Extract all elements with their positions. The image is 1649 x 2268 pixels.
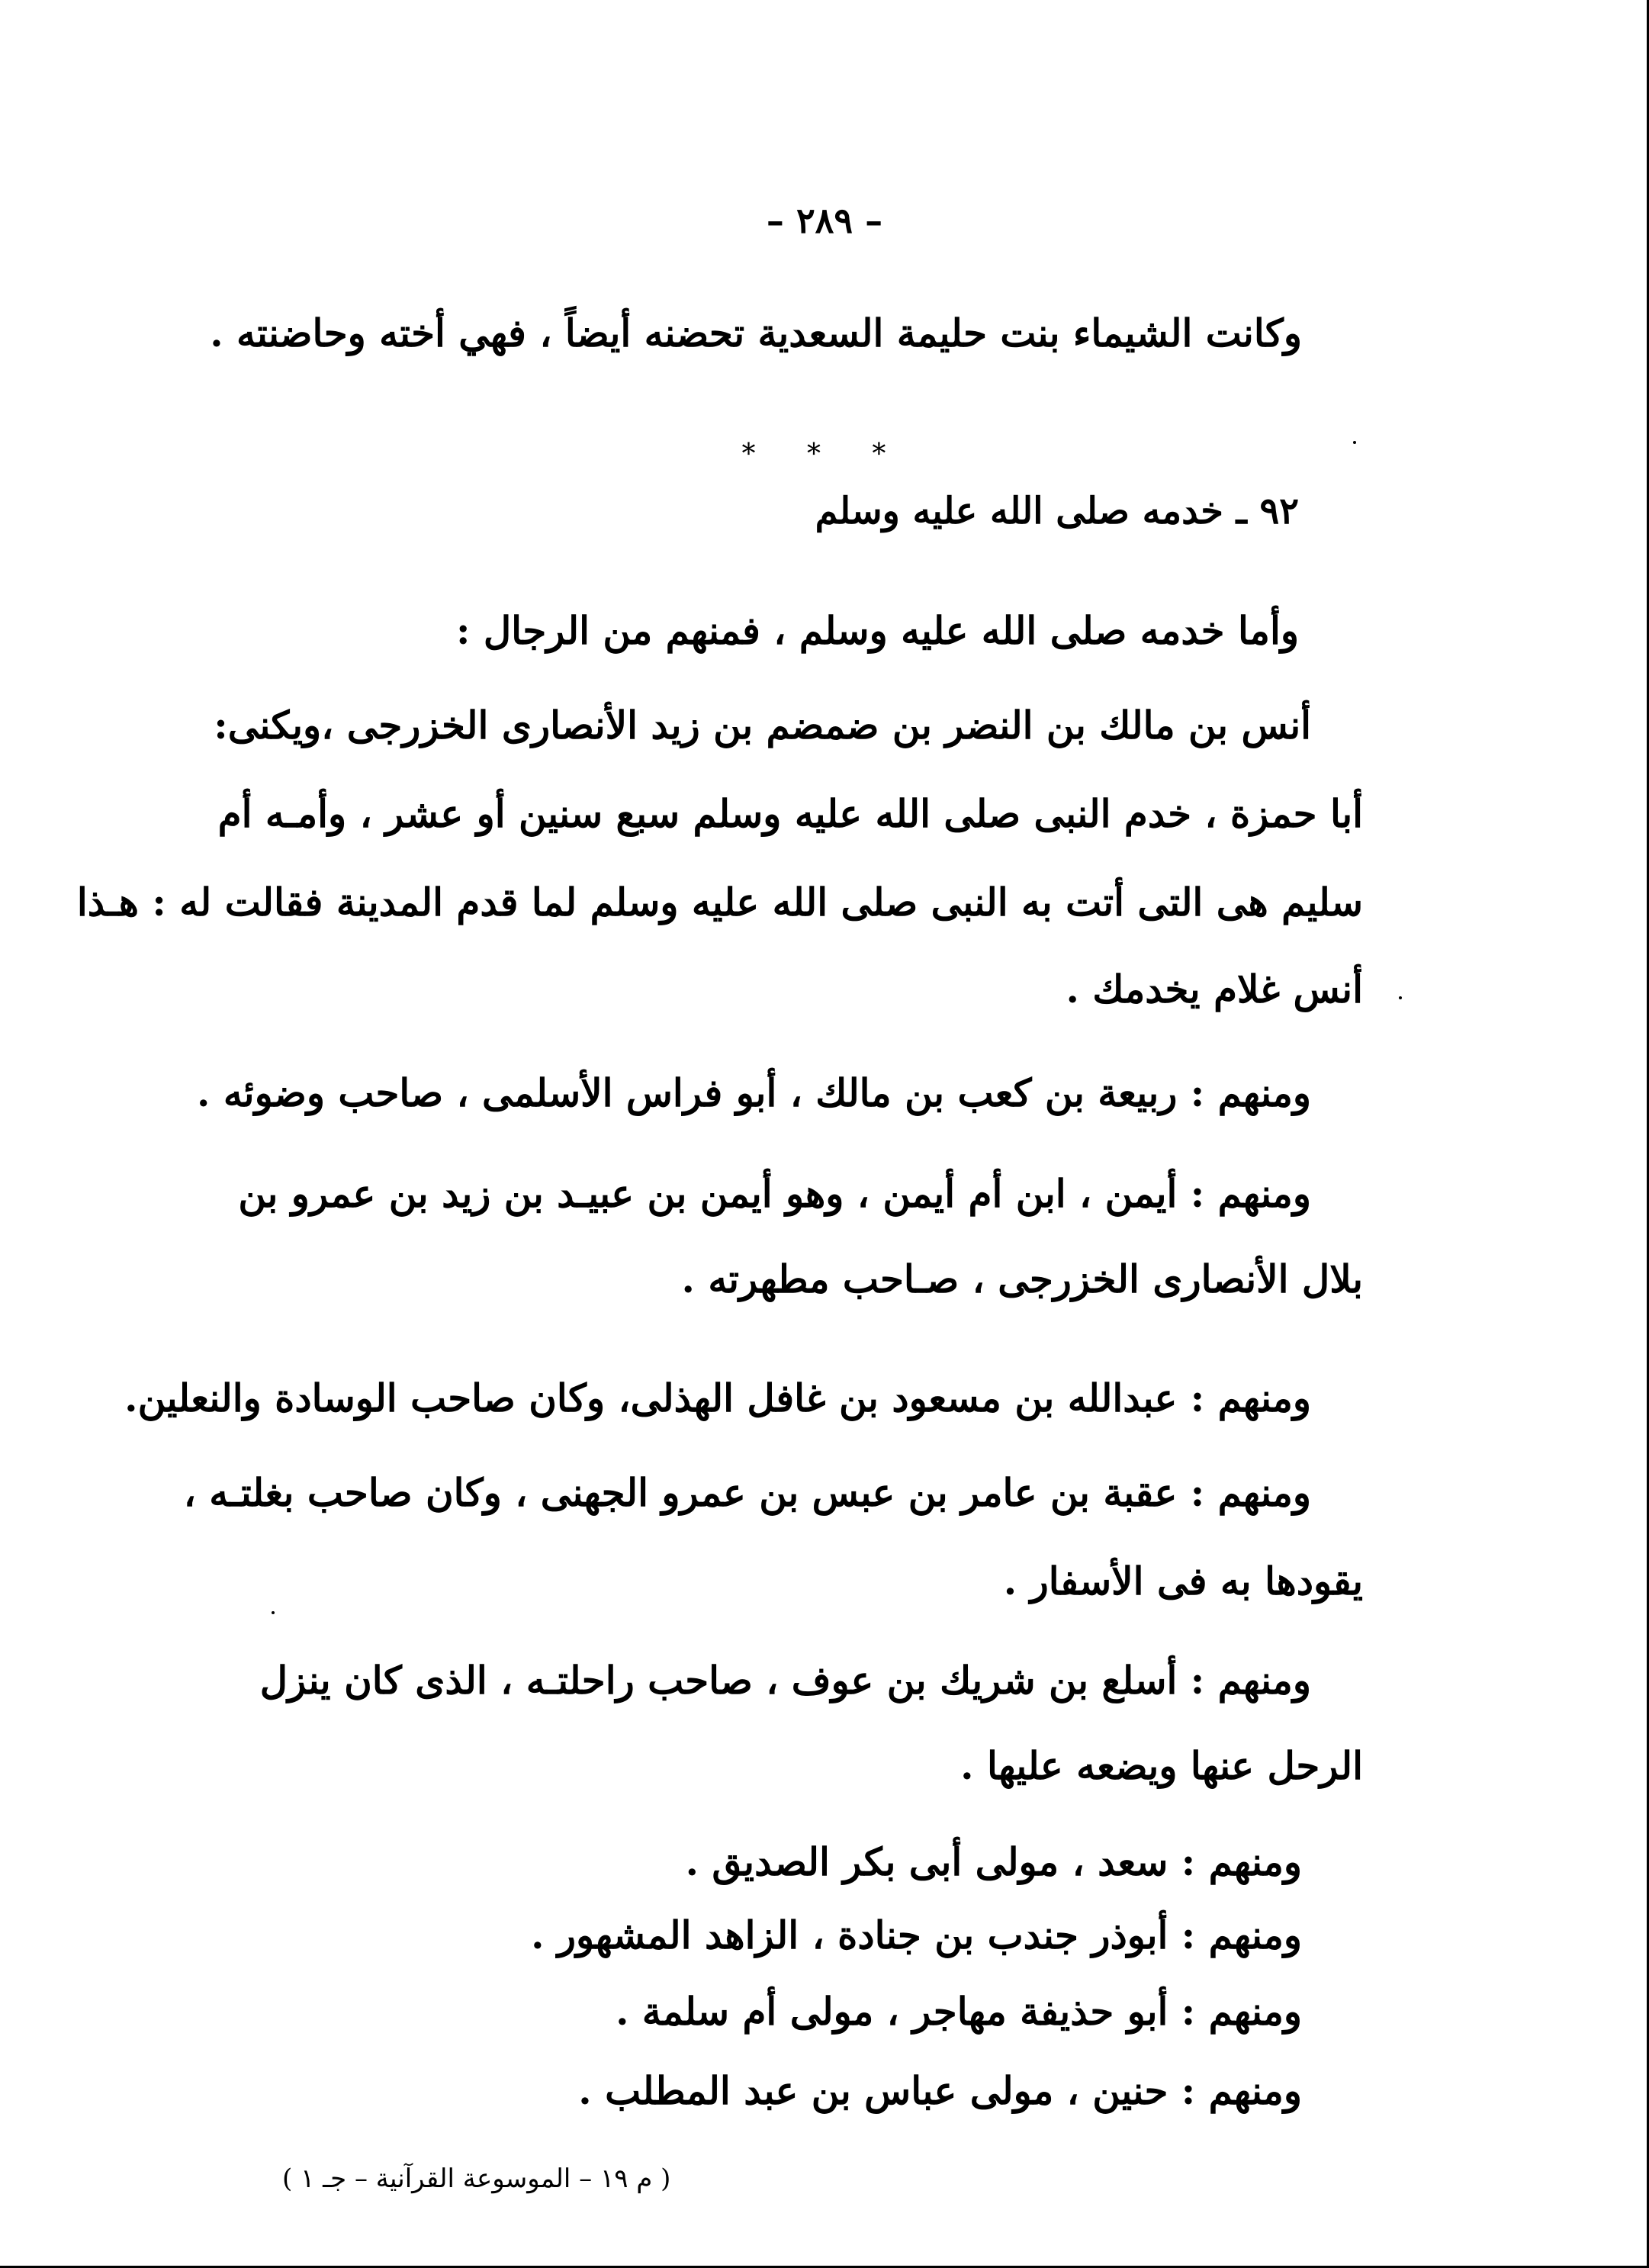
- list-item: ومنهم : سعد ، مولى أبى بكر الصديق .: [685, 1839, 1302, 1884]
- scan-speck: [272, 1611, 275, 1614]
- para3-line-1: ومنهم : أيمن ، ابن أم أيمن ، وهو أيمن بن عبيـد بن زيد بن عمرو بن: [238, 1171, 1311, 1216]
- para1-line-2: أبا حمزة ، خدم النبى صلى الله عليه وسلم سبع سنين أو عشر ، وأمـه أم: [217, 791, 1363, 836]
- footer-note: ( م ١٩ – الموسوعة القرآنية – جـ ١ ): [282, 2163, 671, 2194]
- para1-line-4: أنس غلام يخدمك .: [1066, 967, 1363, 1012]
- para1-line-1: أنس بن مالك بن النضر بن ضمضم بن زيد الأنصارى الخزرجى ،ويكنى:: [214, 703, 1311, 748]
- para2-line: ومنهم : ربيعة بن كعب بن مالك ، أبو فراس الأسلمى ، صاحب وضوئه .: [197, 1070, 1311, 1115]
- lead-line: وأما خدمه صلى الله عليه وسلم ، فمنهم من الرجال :: [455, 608, 1299, 653]
- para5-line-1: ومنهم : عقبة بن عامر بن عبس بن عمرو الجهنى ، وكان صاحب بغلتـه ،: [183, 1470, 1311, 1515]
- para6-line-2: الرحل عنها ويضعه عليها .: [960, 1743, 1363, 1788]
- para1-line-3: سليم هى التى أتت به النبى صلى الله عليه وسلم لما قدم المدينة فقالت له : هـذا: [76, 880, 1363, 925]
- intro-line: وكانت الشيماء بنت حليمة السعدية تحضنه أيضاً ، فهي أخته وحاضنته .: [210, 310, 1302, 355]
- para4-line: ومنهم : عبدالله بن مسعود بن غافل الهذلى، وكان صاحب الوسادة والنعلين.: [124, 1375, 1311, 1420]
- list-item: ومنهم : حنين ، مولى عباس بن عبد المطلب .: [578, 2068, 1302, 2113]
- page-number: – ٢٨٩ –: [766, 200, 883, 241]
- section-heading: ٩٢ ـ خدمه صلى الله عليه وسلم: [815, 490, 1299, 532]
- para5-line-2: يقودها به فى الأسفار .: [1003, 1559, 1363, 1604]
- list-item: ومنهم : أبو حذيفة مهاجر ، مولى أم سلمة .: [616, 1989, 1302, 2034]
- para3-line-2: بلال الأنصارى الخزرجى ، صـاحب مطهرته .: [681, 1256, 1363, 1301]
- scan-speck: [1353, 441, 1356, 444]
- list-item: ومنهم : أبوذر جندب بن جنادة ، الزاهد المشهور .: [531, 1913, 1302, 1958]
- para6-line-1: ومنهم : أسلع بن شريك بن عوف ، صاحب راحلتـه ، الذى كان ينزل: [259, 1658, 1311, 1703]
- scan-speck: [1399, 996, 1402, 999]
- section-separator: * * *: [741, 439, 908, 470]
